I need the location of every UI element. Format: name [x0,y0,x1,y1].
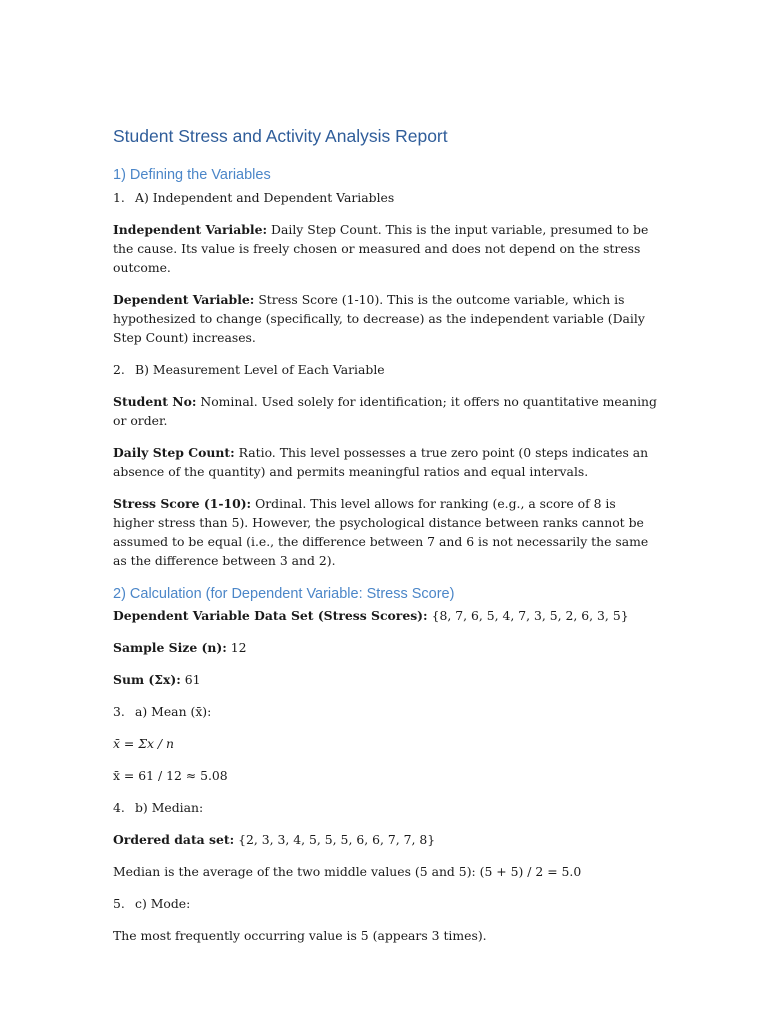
dataset-paragraph [113,606,658,625]
term-label: Stress Score (1-10): [113,496,252,511]
report-title: Student Stress and Activity Analysis Report [113,126,448,146]
mean-formula: x̄ = Σx / n [113,736,175,751]
list-item-text: A) Independent and Dependent Variables [135,190,395,205]
mode-text: The most frequently occurring value is 5 (appears 3 times). [113,928,487,943]
term-definition: Stress Score (1-10). This is the outcome variable, which is hypothesized to change (specifically, to decrease) as the independent variable (Daily Step Count) increases. [113,292,645,345]
list-number: 3. [113,704,125,719]
list-item-median [113,798,658,817]
median-calculation: Median is the average of the two middle values (5 and 5): (5 + 5) / 2 = 5.0 [113,864,582,879]
sample-size-paragraph [113,638,658,657]
section-heading-calculation: 2) Calculation (for Dependent Variable: Stress Score) [113,586,455,602]
list-number: 5. [113,896,125,911]
document-page [113,124,658,945]
list-item-text: B) Measurement Level of Each Variable [135,362,385,377]
stress-score-paragraph [113,494,658,570]
term-definition: Nominal. Used solely for identification; it offers no quantitative meaning or order. [113,394,657,428]
term-definition: Daily Step Count. This is the input variable, presumed to be the cause. Its value is freely chosen or measured and does not depend on the stress outcome. [113,222,649,275]
list-item-text: a) Mean (x̄): [135,704,212,719]
independent-variable-paragraph [113,220,658,277]
term-label: Dependent Variable: [113,292,255,307]
list-item-text: b) Median: [135,800,204,815]
term-label: Ordered data set: [113,832,235,847]
mean-calculation: x̄ = 61 / 12 ≈ 5.08 [113,768,228,783]
list-number: 4. [113,800,125,815]
list-item-mode [113,894,658,913]
list-item-b [113,360,658,379]
term-label: Independent Variable: [113,222,268,237]
ordered-data-paragraph [113,830,658,849]
dataset-values: {8, 7, 6, 5, 4, 7, 3, 5, 2, 6, 3, 5} [427,608,629,623]
sample-size-value: 12 [226,640,247,655]
term-definition: Ratio. This level possesses a true zero point (0 steps indicates an absence of the quantity) and permits meaningful ratios and equal intervals. [113,445,649,479]
list-number: 1. [113,190,125,205]
term-label: Daily Step Count: [113,445,235,460]
ordered-values: {2, 3, 3, 4, 5, 5, 5, 6, 6, 7, 7, 8} [234,832,436,847]
term-label: Student No: [113,394,197,409]
list-item-a [113,188,658,207]
term-label: Dependent Variable Data Set (Stress Scores): [113,608,428,623]
term-definition: Ordinal. This level allows for ranking (e.g., a score of 8 is higher stress than 5). However, the psychological distance between ranks cannot be assumed to be equal (i.e., the difference between 7 and 6 is not necessarily the same as the difference between 3 and 2). [113,496,649,568]
list-item-text: c) Mode: [135,896,191,911]
student-no-paragraph [113,392,658,430]
dependent-variable-paragraph [113,290,658,347]
sum-value: 61 [180,672,201,687]
section-heading-variables: 1) Defining the Variables [113,167,271,183]
sum-paragraph [113,670,658,689]
term-label: Sample Size (n): [113,640,227,655]
list-item-mean [113,702,658,721]
term-label: Sum (Σx): [113,672,181,687]
daily-step-paragraph [113,443,658,481]
list-number: 2. [113,362,125,377]
